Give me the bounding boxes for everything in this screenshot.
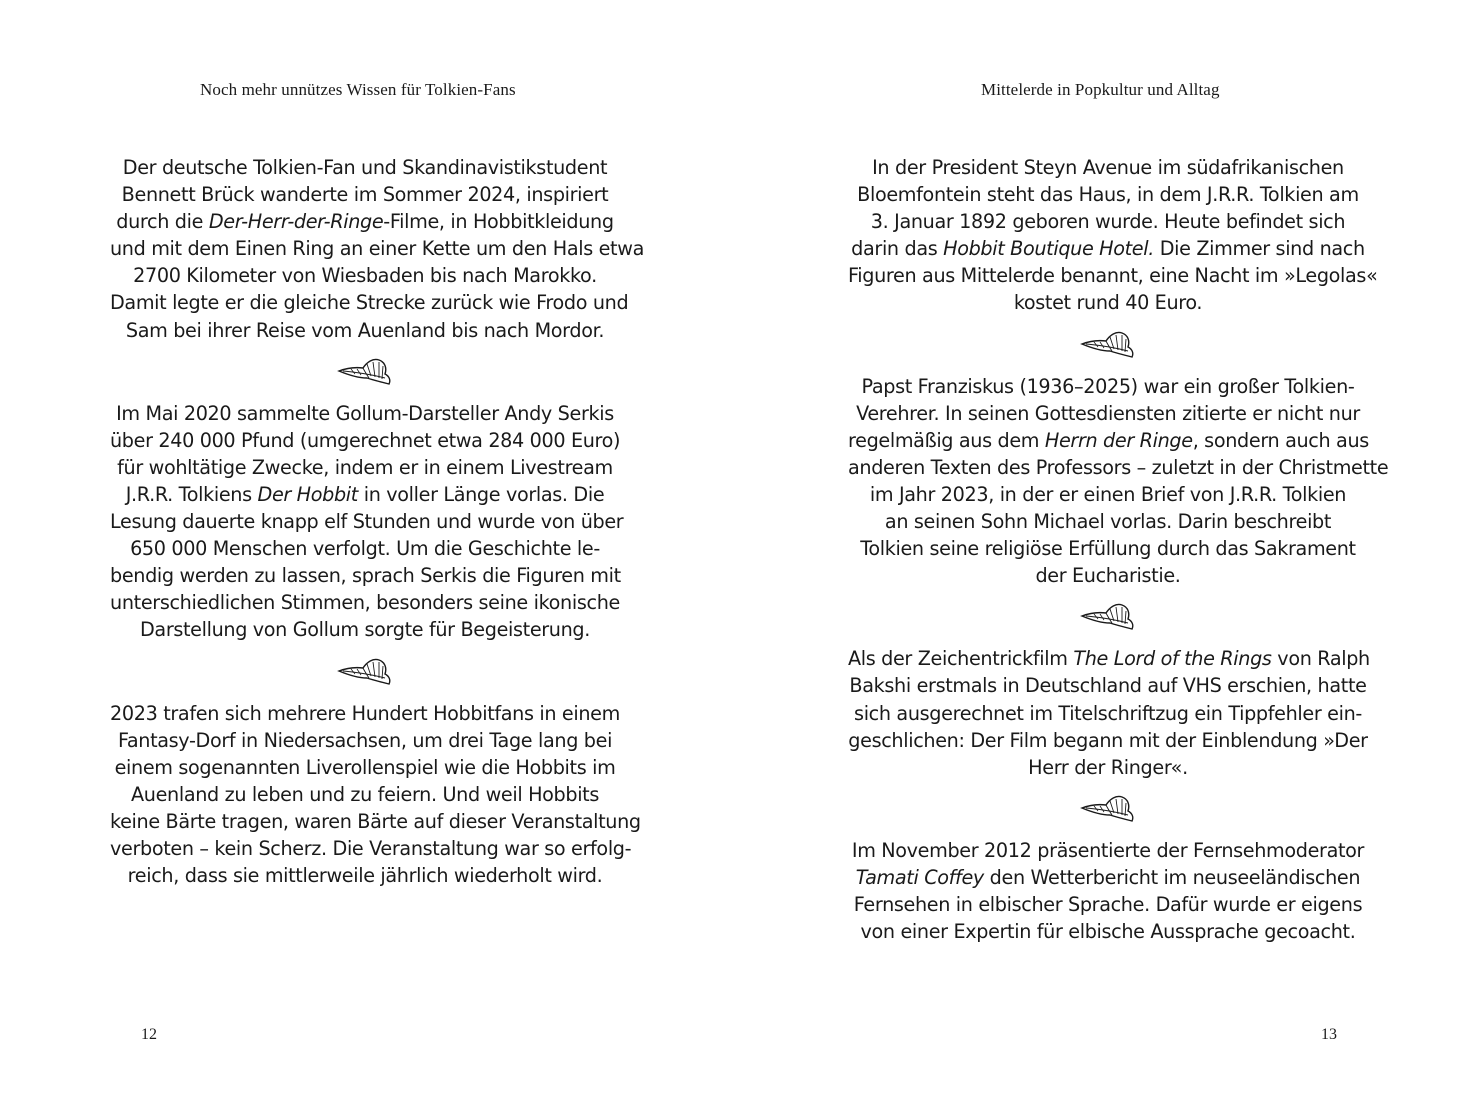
paragraph — [848, 373, 1389, 590]
text-line: Papst Franziskus (1936–2025) war ein großer Tolkien- — [861, 374, 1355, 398]
right-page — [738, 0, 1476, 1093]
text-line: 3. Januar 1892 geboren wurde. Heute befindet sich — [870, 210, 1346, 234]
text-line: Damit legte er die gleiche Strecke zurück wie Frodo und — [110, 291, 629, 315]
text-line: keine Bärte tragen, waren Bärte auf dieser Veranstaltung — [110, 809, 641, 833]
text-line: Figuren aus Mittelerde benannt, eine Nacht im »Legolas« — [848, 264, 1378, 288]
text-line: 2023 trafen sich mehrere Hundert Hobbitfans in einem — [110, 701, 620, 725]
text-line: 2700 Kilometer von Wiesbaden bis nach Marokko. — [133, 264, 597, 288]
feather-ornament-icon — [848, 781, 1368, 837]
running-head-right: Mittelerde in Popkultur und Alltag — [981, 80, 1220, 99]
text-line: kostet rund 40 Euro. — [1013, 291, 1203, 315]
text-line: verboten – kein Scherz. Die Veranstaltung war so erfolg- — [110, 836, 632, 860]
text-line: der Eucharistie. — [1035, 564, 1181, 588]
text-line: Tamati Coffey den Wetterbericht im neuseeländischen — [855, 865, 1361, 889]
text-line: an seinen Sohn Michael vorlas. Darin beschreibt — [884, 510, 1332, 534]
text-line: 650 000 Menschen verfolgt. Um die Geschichte le- — [130, 537, 600, 561]
text-line: sich ausgerechnet im Titelschriftzug ein Tippfehler ein- — [854, 701, 1362, 725]
text-line: Als der Zeichentrickfilm The Lord of the Rings von Ralph — [848, 647, 1370, 671]
running-head-left: Noch mehr unnützes Wissen für Tolkien-Fans — [200, 80, 516, 99]
text-line: geschlichen: Der Film begann mit der Einblendung »Der — [848, 728, 1368, 752]
paragraph — [110, 400, 624, 644]
text-line: J.R.R. Tolkiens Der Hobbit in voller Länge vorlas. Die — [125, 482, 605, 506]
text-line: Darstellung von Gollum sorgte für Begeisterung. — [139, 618, 591, 642]
feather-ornament-icon — [848, 317, 1368, 373]
text-line: Im Mai 2020 sammelte Gollum-Darsteller Andy Serkis — [116, 401, 614, 425]
text-line: unterschiedlichen Stimmen, besonders seine ikonische — [110, 591, 620, 615]
feather-ornament-icon — [848, 589, 1368, 645]
text-line: Im November 2012 präsentierte der Fernsehmoderator — [851, 838, 1365, 862]
text-line: durch die Der-Herr-der-Ringe-Filme, in Hobbitkleidung — [116, 210, 614, 234]
text-line: Auenland zu leben und zu feiern. Und weil Hobbits — [131, 782, 599, 806]
text-line: Der deutsche Tolkien-Fan und Skandinavistikstudent — [122, 156, 608, 179]
page-number-left: 12 — [141, 1026, 157, 1043]
paragraph — [110, 154, 644, 344]
left-body-text — [110, 154, 644, 889]
page-number-right: 13 — [1321, 1026, 1337, 1043]
feather-ornament-icon — [110, 344, 620, 400]
feather-ornament-icon — [110, 644, 620, 700]
paragraph — [848, 645, 1368, 780]
paragraph — [110, 700, 641, 890]
text-line: Tolkien seine religiöse Erfüllung durch das Sakrament — [860, 537, 1356, 561]
text-line: darin das Hobbit Boutique Hotel. Die Zimmer sind nach — [851, 237, 1365, 261]
text-line: für wohltätige Zwecke, indem er in einem Livestream — [117, 455, 613, 479]
text-line: Fernsehen in elbischer Sprache. Dafür wurde er eigens — [853, 892, 1363, 916]
paragraph — [848, 154, 1378, 317]
text-line: im Jahr 2023, in der er einen Brief von J.R.R. Tolkien — [869, 482, 1347, 506]
right-body-text — [848, 154, 1389, 945]
text-line: einem sogenannten Liverollenspiel wie die Hobbits im — [114, 755, 616, 779]
text-line: reich, dass sie mittlerweile jährlich wiederholt wird. — [127, 864, 603, 888]
text-line: Bakshi erstmals in Deutschland auf VHS erschien, hatte — [849, 674, 1367, 698]
text-line: über 240 000 Pfund (umgerechnet etwa 284 000 Euro) — [110, 428, 621, 452]
text-line: Fantasy-Dorf in Niedersachsen, um drei Tage lang bei — [117, 728, 613, 752]
text-line: anderen Texten des Professors – zuletzt in der Christmette — [848, 455, 1389, 479]
text-line: Bloemfontein steht das Haus, in dem J.R.R. Tolkien am — [857, 183, 1359, 207]
text-line: bendig werden zu lassen, sprach Serkis die Figuren mit — [110, 564, 621, 588]
text-line: In der President Steyn Avenue im südafrikanischen — [872, 156, 1344, 179]
text-line: Lesung dauerte knapp elf Stunden und wurde von über — [110, 510, 624, 534]
text-line: Bennett Brück wanderte im Sommer 2024, inspiriert — [121, 183, 609, 207]
paragraph — [848, 837, 1368, 945]
text-line: Verehrer. In seinen Gottesdiensten zitierte er nicht nur — [856, 401, 1360, 425]
text-line: regelmäßig aus dem Herrn der Ringe, sondern auch aus — [848, 428, 1369, 452]
text-line: Herr der Ringer«. — [1028, 755, 1188, 779]
text-line: Sam bei ihrer Reise vom Auenland bis nach Mordor. — [125, 318, 605, 342]
text-line: von einer Expertin für elbische Aussprache gecoacht. — [860, 920, 1356, 944]
text-line: und mit dem Einen Ring an einer Kette um den Hals etwa — [110, 237, 644, 261]
